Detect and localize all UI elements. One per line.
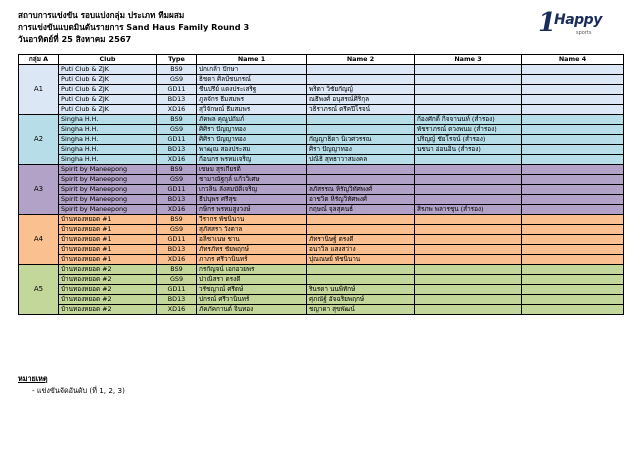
cell-name1: ปกรณ์ ศรีวานินทร์ [197,295,307,305]
cell-name1: ปกเกล้า ปักษา [197,65,307,75]
notes-item: - แข่งขันจัดอันดับ (ที่ 1, 2, 3) [32,386,125,395]
cell-type: GS9 [157,75,197,85]
cell-name3 [415,95,522,105]
cell-name2: กัญญาธิดา นิเวศวรรณ [307,135,415,145]
cell-type: BS9 [157,115,197,125]
cell-name4 [522,235,624,245]
notes-title: หมายเหตุ [18,374,48,383]
table-header-row [19,55,624,65]
cell-type: XD16 [157,305,197,315]
cell-type: GS9 [157,225,197,235]
cell-name4 [522,275,624,285]
cell-type: BS9 [157,215,197,225]
cell-name4 [522,85,624,95]
cell-club: บ้านทองหยอด #2 [59,285,157,295]
cell-name1: ภัคภัคกานต์ จินทอง [197,305,307,315]
cell-type: XD16 [157,255,197,265]
cell-name2: รินรดา นนพิทักษ์ [307,285,415,295]
cell-name4 [522,75,624,85]
cell-type: BD13 [157,295,197,305]
table-row [19,185,624,195]
cell-name1: ชามาณัฐกุล์ แก้ววิเศษ [197,175,307,185]
cell-club: Puti Club & ZJK [59,105,157,115]
cell-name1: ภาภร ศรีวานินทร์ [197,255,307,265]
cell-name2 [307,215,415,225]
cell-club: Puti Club & ZJK [59,85,157,95]
cell-club: บ้านทองหยอด #2 [59,265,157,275]
table-row [19,145,624,155]
cell-name1: ภูลจักร ธีมสมพร [197,95,307,105]
col-header-name4: Name 4 [522,55,624,65]
cell-name4 [522,265,624,275]
col-header-group: กลุ่ม A [19,55,59,65]
cell-name4 [522,125,624,135]
group-label: A4 [19,215,59,265]
cell-name4 [522,195,624,205]
cell-type: GS9 [157,275,197,285]
cell-name2 [307,275,415,285]
cell-type: BS9 [157,265,197,275]
cell-name1: เกวลิน ลังสมบัติเจริญ [197,185,307,195]
cell-name4 [522,165,624,175]
cell-name2 [307,115,415,125]
happy-sports-logo [538,8,620,42]
cell-type: GD11 [157,185,197,195]
cell-club: Spirit by Maneepong [59,165,157,175]
cell-type: BD13 [157,195,197,205]
cell-name4 [522,145,624,155]
cell-type: BS9 [157,165,197,175]
cell-name1: ชื่นปรีย์ แดงประเสริฐ [197,85,307,95]
table-row [19,135,624,145]
cell-club: บ้านทองหยอด #1 [59,245,157,255]
cell-club: บ้านทองหยอด #2 [59,295,157,305]
cell-name2 [307,165,415,175]
cell-name3 [415,165,522,175]
cell-name4 [522,135,624,145]
header-line-3: วันอาทิตย์ที่ 25 สิงหาคม 2567 [18,34,132,44]
cell-name1: ภัคพล คุณูปถัมภ์ [197,115,307,125]
cell-name3 [415,305,522,315]
cell-name3: พัชราภรณ์ ดวงพนม (สำรอง) [415,125,522,135]
table-row [19,195,624,205]
cell-name4 [522,255,624,265]
cell-name3 [415,245,522,255]
cell-club: Spirit by Maneepong [59,205,157,215]
table-row [19,225,624,235]
cell-type: GD11 [157,85,197,95]
table-row [19,105,624,115]
table-row [19,125,624,135]
col-header-name1: Name 1 [197,55,307,65]
cell-club: Spirit by Maneepong [59,195,157,205]
table-row [19,65,624,75]
cell-name3 [415,295,522,305]
cell-club: Singha H.H. [59,135,157,145]
cell-name4 [522,115,624,125]
table-row [19,155,624,165]
table-row [19,295,624,305]
cell-name2: ณธีพงศ์ อนุสรณ์ศิริกุล [307,95,415,105]
cell-name3: ก้องศักดิ์ กิจจานนท์ (สำรอง) [415,115,522,125]
cell-name4 [522,205,624,215]
logo-word: Happy [554,12,602,28]
cell-club: Puti Club & ZJK [59,65,157,75]
cell-name4 [522,245,624,255]
cell-name3 [415,255,522,265]
table-row [19,245,624,255]
col-header-type: Type [157,55,197,65]
col-header-club: Club [59,55,157,65]
cell-name3: นชนา อ่อนอิน (สำรอง) [415,145,522,155]
cell-club: บ้านทองหยอด #1 [59,255,157,265]
cell-name3 [415,225,522,235]
cell-club: Puti Club & ZJK [59,75,157,85]
cell-name2: ปณิธิ สุทธาวาสมงคล [307,155,415,165]
cell-name2 [307,225,415,235]
cell-club: Singha H.H. [59,145,157,155]
cell-club: Spirit by Maneepong [59,175,157,185]
cell-type: GD11 [157,235,197,245]
cell-name2 [307,265,415,275]
cell-name2: ปุณณษย์ พัชนินาน [307,255,415,265]
header-line-1: สถาบการแข่งขัน รอบแบ่งกลุ่ม ประเภท ทีมผสม [18,10,185,20]
cell-name4 [522,305,624,315]
cell-name4 [522,65,624,75]
group-table [18,54,624,315]
cell-club: Spirit by Maneepong [59,185,157,195]
cell-name3: สิรภพ พลารชุน (สำรอง) [415,205,522,215]
table-row [19,255,624,265]
cell-name4 [522,175,624,185]
cell-name1: ก้อนกร พรหมเจริญ [197,155,307,165]
cell-type: GS9 [157,125,197,135]
table-row [19,75,624,85]
cell-name2 [307,65,415,75]
table-row [19,215,624,225]
cell-name3 [415,105,522,115]
cell-name3 [415,285,522,295]
cell-name3 [415,265,522,275]
cell-name2 [307,175,415,185]
cell-name1: ธีปนุพร ศรีสุข [197,195,307,205]
cell-name1: กรกัญจน์ เอกอวยพร [197,265,307,275]
cell-name4 [522,155,624,165]
group-label: A2 [19,115,59,165]
table-row [19,115,624,125]
cell-club: บ้านทองหยอด #1 [59,235,157,245]
cell-club: Singha H.H. [59,125,157,135]
cell-name4 [522,105,624,115]
cell-name2: อาชวิต หิรัญวิทัศพงศ์ [307,195,415,205]
cell-name3 [415,155,522,165]
cell-type: GD11 [157,285,197,295]
cell-name2: ภัทรานิษฐ์ ตรงดี [307,235,415,245]
table-row [19,285,624,295]
cell-club: บ้านทองหยอด #1 [59,215,157,225]
table-row [19,235,624,245]
table-row [19,165,624,175]
cell-name2: วธิราภรณ์ ตรีคปีโรจน์ [307,105,415,115]
cell-club: บ้านทองหยอด #2 [59,275,157,285]
cell-name3 [415,85,522,95]
cell-type: BD13 [157,95,197,105]
cell-club: บ้านทองหยอด #2 [59,305,157,315]
cell-name2: ชญาดา สุขพัฒน์ [307,305,415,315]
cell-name3 [415,195,522,205]
table-row [19,305,624,315]
col-header-name2: Name 2 [307,55,415,65]
group-label: A5 [19,265,59,315]
col-header-name3: Name 3 [415,55,522,65]
logo-number: 1 [538,8,557,38]
cell-name1: สุภัสสรา วังตาล [197,225,307,235]
group-label: A1 [19,65,59,115]
cell-name1: ปาณิสรา ตรงดี [197,275,307,285]
cell-name1: ภัทรภัทร ชัยพฤกษ์ [197,245,307,255]
cell-name1: ศิศิรา ปัญญาทอง [197,135,307,145]
cell-name1: อลิชาเนษ ชาน [197,235,307,245]
cell-club: Puti Club & ZJK [59,95,157,105]
table-row [19,275,624,285]
cell-name4 [522,285,624,295]
cell-name3 [415,235,522,245]
group-label: A3 [19,165,59,215]
table-row [19,205,624,215]
cell-name2: กฤษณ์ จุลสุคนธ์ [307,205,415,215]
cell-name2: ศิรา ปัญญาทอง [307,145,415,155]
cell-name3 [415,185,522,195]
cell-name3: ปริญญ์ ชัยโรจน์ (สำรอง) [415,135,522,145]
cell-name3 [415,275,522,285]
cell-type: BD13 [157,145,197,155]
cell-name2 [307,75,415,85]
cell-name4 [522,95,624,105]
cell-club: Singha H.H. [59,155,157,165]
cell-name3 [415,215,522,225]
table-row [19,95,624,105]
table-row [19,85,624,95]
cell-name4 [522,295,624,305]
header-line-2: การแข่งขันแบดมินตันรายการ Sand Haus Family Round 3 [18,22,250,32]
cell-type: XD16 [157,105,197,115]
table-row [19,265,624,275]
cell-name4 [522,185,624,195]
cell-name2 [307,125,415,135]
cell-type: GD11 [157,135,197,145]
cell-type: BS9 [157,65,197,75]
cell-type: XD16 [157,155,197,165]
cell-club: บ้านทองหยอด #1 [59,225,157,235]
cell-name2: ลภัสรรณ หิรัญวิทัศพงศ์ [307,185,415,195]
cell-name2: อนาวิล แสงสว่าง [307,245,415,255]
cell-club: Singha H.H. [59,115,157,125]
cell-name1: วีรากร พัชนินาน [197,215,307,225]
cell-name3 [415,65,522,75]
cell-name1: เขษม สุรเกียรติ [197,165,307,175]
cell-name4 [522,225,624,235]
cell-name2: ศุภณัฐ์ อัจฉริยพฤกษ์ [307,295,415,305]
cell-type: XD16 [157,205,197,215]
cell-name1: วรัชญาณ์ ศรีดษ์ [197,285,307,295]
cell-type: GS9 [157,175,197,185]
cell-name1: สุวิจักษณ์ ธีมสมพร [197,105,307,115]
cell-name1: ศิศิรา ปัญญาทอง [197,125,307,135]
cell-name1: กษิกร พรหมสูงวงษ์ [197,205,307,215]
cell-name3 [415,175,522,185]
table-row [19,175,624,185]
cell-name3 [415,75,522,85]
logo-sub: sports [576,30,592,36]
cell-name1: ธิชดา ศิลป์ชนกรณ์ [197,75,307,85]
cell-name2: พริตา วิชัยกัญญ์ [307,85,415,95]
cell-name1: พาฒุณ สองประสม [197,145,307,155]
cell-name4 [522,215,624,225]
cell-type: BD13 [157,245,197,255]
